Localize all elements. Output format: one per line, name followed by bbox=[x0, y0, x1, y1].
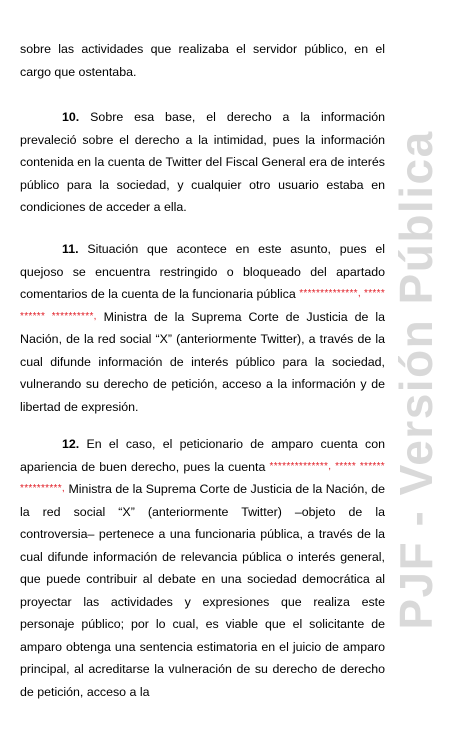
watermark-graphic bbox=[388, 40, 448, 720]
paragraph-continuation bbox=[20, 38, 385, 83]
paragraph-text: En el caso, el peticionario de amparo cuenta con apariencia de buen derecho, pues la cuenta bbox=[20, 437, 385, 474]
paragraph-number: 12. bbox=[62, 437, 80, 451]
paragraph-text: Situación que acontece en este asunto, pues el quejoso se encuentra restringido o bloqueado del apartado comentarios de la cuenta de la funcionaria pública bbox=[20, 242, 385, 301]
paragraph-number: 10. bbox=[62, 110, 80, 124]
paragraph-11 bbox=[20, 238, 385, 418]
paragraph-10 bbox=[20, 106, 385, 219]
watermark bbox=[388, 40, 448, 720]
paragraph-12 bbox=[20, 433, 385, 703]
paragraph-text: Ministra de la Suprema Corte de Justicia de la Nación, de la red social “X” (anteriormente Twitter) –objeto de la controversia– pertenece a una funcionaria pública, a través de la cual difunde información de relevancia pública o interés general, que puede contribuir al debate en una sociedad democrática al proyectar las actividades y expresiones que realiza este personaje público; por lo cual, es viable que el solicitante de amparo obtenga una sentencia estimatoria en el juicio de amparo principal, al acreditarse la vulneración de su derecho de derecho de petición, acceso a la bbox=[20, 482, 385, 699]
redacted-account-name: **************, ***** ****** **********, bbox=[20, 288, 386, 322]
paragraph-number: 11. bbox=[62, 242, 79, 256]
paragraph-text: Ministra de la Suprema Corte de Justicia de la Nación, de la red social “X” (anteriormente Twitter), a través de la cual difunde información de interés público para la sociedad, vulnerando su derecho de petición, acceso a la información y de libertad de expresión. bbox=[20, 309, 385, 414]
watermark-text: PJF - Versión Pública bbox=[390, 130, 442, 630]
paragraph-text: sobre las actividades que realizaba el servidor público, en el cargo que ostentaba. bbox=[20, 42, 385, 79]
redacted-account-name: **************, ***** ****** **********, bbox=[20, 460, 385, 494]
paragraph-text: Sobre esa base, el derecho a la información prevaleció sobre el derecho a la intimidad, pues la información contenida en la cuenta de Twitter del Fiscal General era de interés público para la sociedad, y cualquier otro usuario estaba en condiciones de acceder a ella. bbox=[20, 110, 385, 214]
